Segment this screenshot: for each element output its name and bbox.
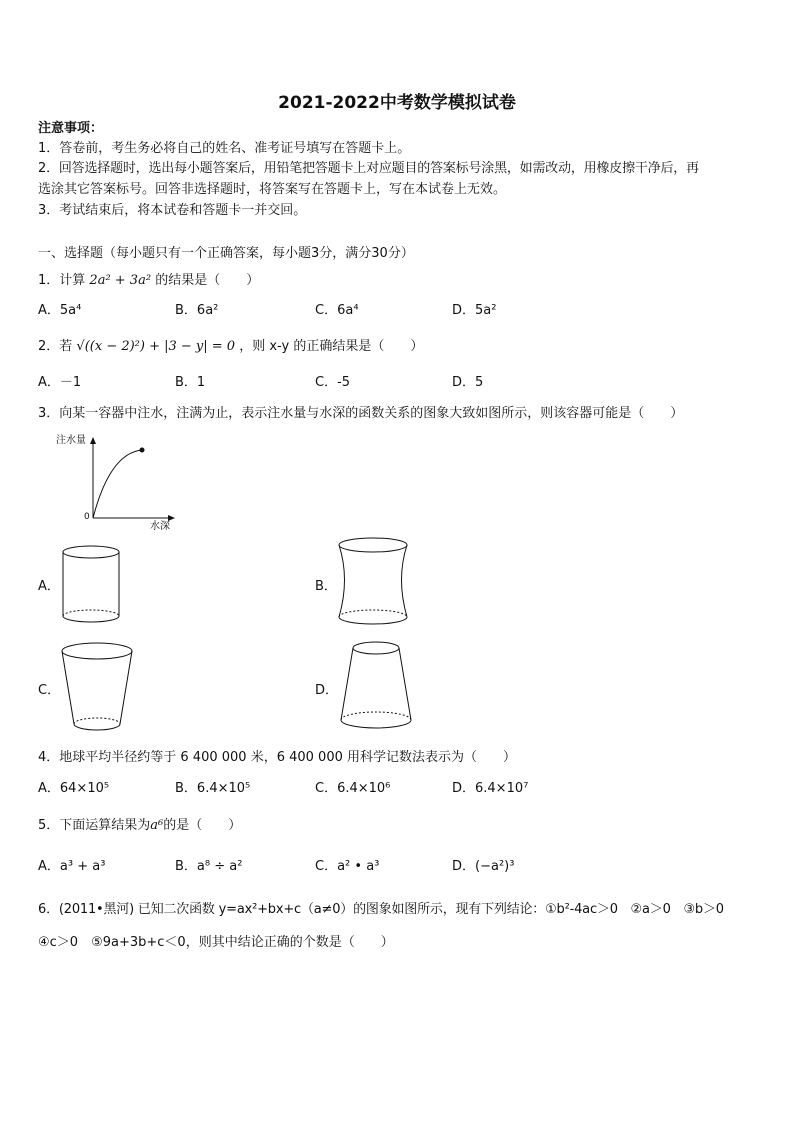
question-2-prefix: 2．若 <box>38 339 73 354</box>
graph-origin-label: 0 <box>84 512 90 522</box>
question-2-suffix: ，则 x-y 的正确结果是（ ） <box>239 339 424 354</box>
question-5 <box>38 817 241 835</box>
q4-option-d[interactable]: D．6.4×10⁷ <box>452 781 529 796</box>
q4-option-a[interactable]: A．64×10⁵ <box>38 781 110 796</box>
graph-y-arrow <box>90 437 96 444</box>
q3-option-a[interactable]: A． <box>38 579 60 594</box>
notice-item-2-cont: 选涂其它答案标号。回答非选择题时，将答案写在答题卡上，写在本试卷上无效。 <box>38 182 507 197</box>
question-1 <box>38 272 259 290</box>
container-wide-bottom[interactable] <box>337 638 413 734</box>
q1-option-c[interactable]: C．6a⁴ <box>315 303 359 318</box>
question-1-suffix: 的结果是（ ） <box>155 273 260 288</box>
graph-y-label: 注水量 <box>56 435 86 446</box>
question-5-suffix: 的是（ ） <box>163 818 242 833</box>
section-heading: 一、选择题（每小题只有一个正确答案，每小题3分，满分30分） <box>38 246 414 261</box>
q2-option-b[interactable]: B．1 <box>175 375 206 390</box>
graph-curve <box>93 450 142 518</box>
q5-option-b[interactable]: B．a⁸ ÷ a² <box>175 859 243 874</box>
q5-option-a[interactable]: A．a³ + a³ <box>38 859 106 874</box>
q3-option-c[interactable]: C． <box>38 683 61 698</box>
q2-option-d[interactable]: D．5 <box>452 375 484 390</box>
question-5-expr: a⁶ <box>150 818 164 833</box>
container-cylinder[interactable] <box>60 543 124 628</box>
question-2 <box>38 338 423 356</box>
graph-x-label: 水深 <box>150 521 170 532</box>
graph-end-point <box>140 448 145 453</box>
q2-option-c[interactable]: C．-5 <box>315 375 351 390</box>
question-1-expr: 2a² + 3a² <box>89 273 152 288</box>
notice-item-2: 2．回答选择题时，选出每小题答案后，用铅笔把答题卡上对应题目的答案标号涂黑，如需改动，用橡皮擦干净后，再 <box>38 161 699 176</box>
q2-option-a[interactable]: A．－1 <box>38 375 82 390</box>
q3-option-d[interactable]: D． <box>315 683 339 698</box>
container-wide-top[interactable] <box>60 640 136 736</box>
q1-option-a[interactable]: A．5a⁴ <box>38 303 82 318</box>
q1-option-d[interactable]: D．5a² <box>452 303 497 318</box>
q3-option-b[interactable]: B． <box>315 579 337 594</box>
notice-item-1: 1．答卷前，考生务必将自己的姓名、准考证号填写在答题卡上。 <box>38 141 411 156</box>
question-1-prefix: 1．计算 <box>38 273 86 288</box>
question-2-expr: √((x − 2)²) + |3 − y| = 0 <box>76 339 236 354</box>
q1-option-b[interactable]: B．6a² <box>175 303 219 318</box>
q4-option-c[interactable]: C．6.4×10⁶ <box>315 781 391 796</box>
question-6-line-2: ④c＞0 ⑤9a+3b+c＜0，则其中结论正确的个数是（ ） <box>38 935 394 950</box>
page-title: 2021-2022中考数学模拟试卷 <box>278 93 516 113</box>
notice-heading: 注意事项： <box>38 121 104 136</box>
question-5-prefix: 5．下面运算结果为 <box>38 818 151 833</box>
container-hourglass[interactable] <box>337 535 409 627</box>
q5-option-d[interactable]: D．(−a²)³ <box>452 859 515 874</box>
question-3: 3．向某一容器中注水，注满为止，表示注水量与水深的函数关系的图象大致如图所示，则该容器可能是（ ） <box>38 406 684 421</box>
notice-item-3: 3．考试结束后，将本试卷和答题卡一并交回。 <box>38 203 307 218</box>
q4-option-b[interactable]: B．6.4×10⁵ <box>175 781 251 796</box>
q5-option-c[interactable]: C．a² • a³ <box>315 859 380 874</box>
question-6-line-1: 6．(2011•黑河) 已知二次函数 y=ax²+bx+c（a≠0）的图象如图所示，现有下列结论：①b²-4ac＞0 ②a＞0 ③b＞0 <box>38 902 724 917</box>
question-4: 4．地球平均半径约等于 6 400 000 米，6 400 000 用科学记数法表示为（ ） <box>38 750 516 765</box>
